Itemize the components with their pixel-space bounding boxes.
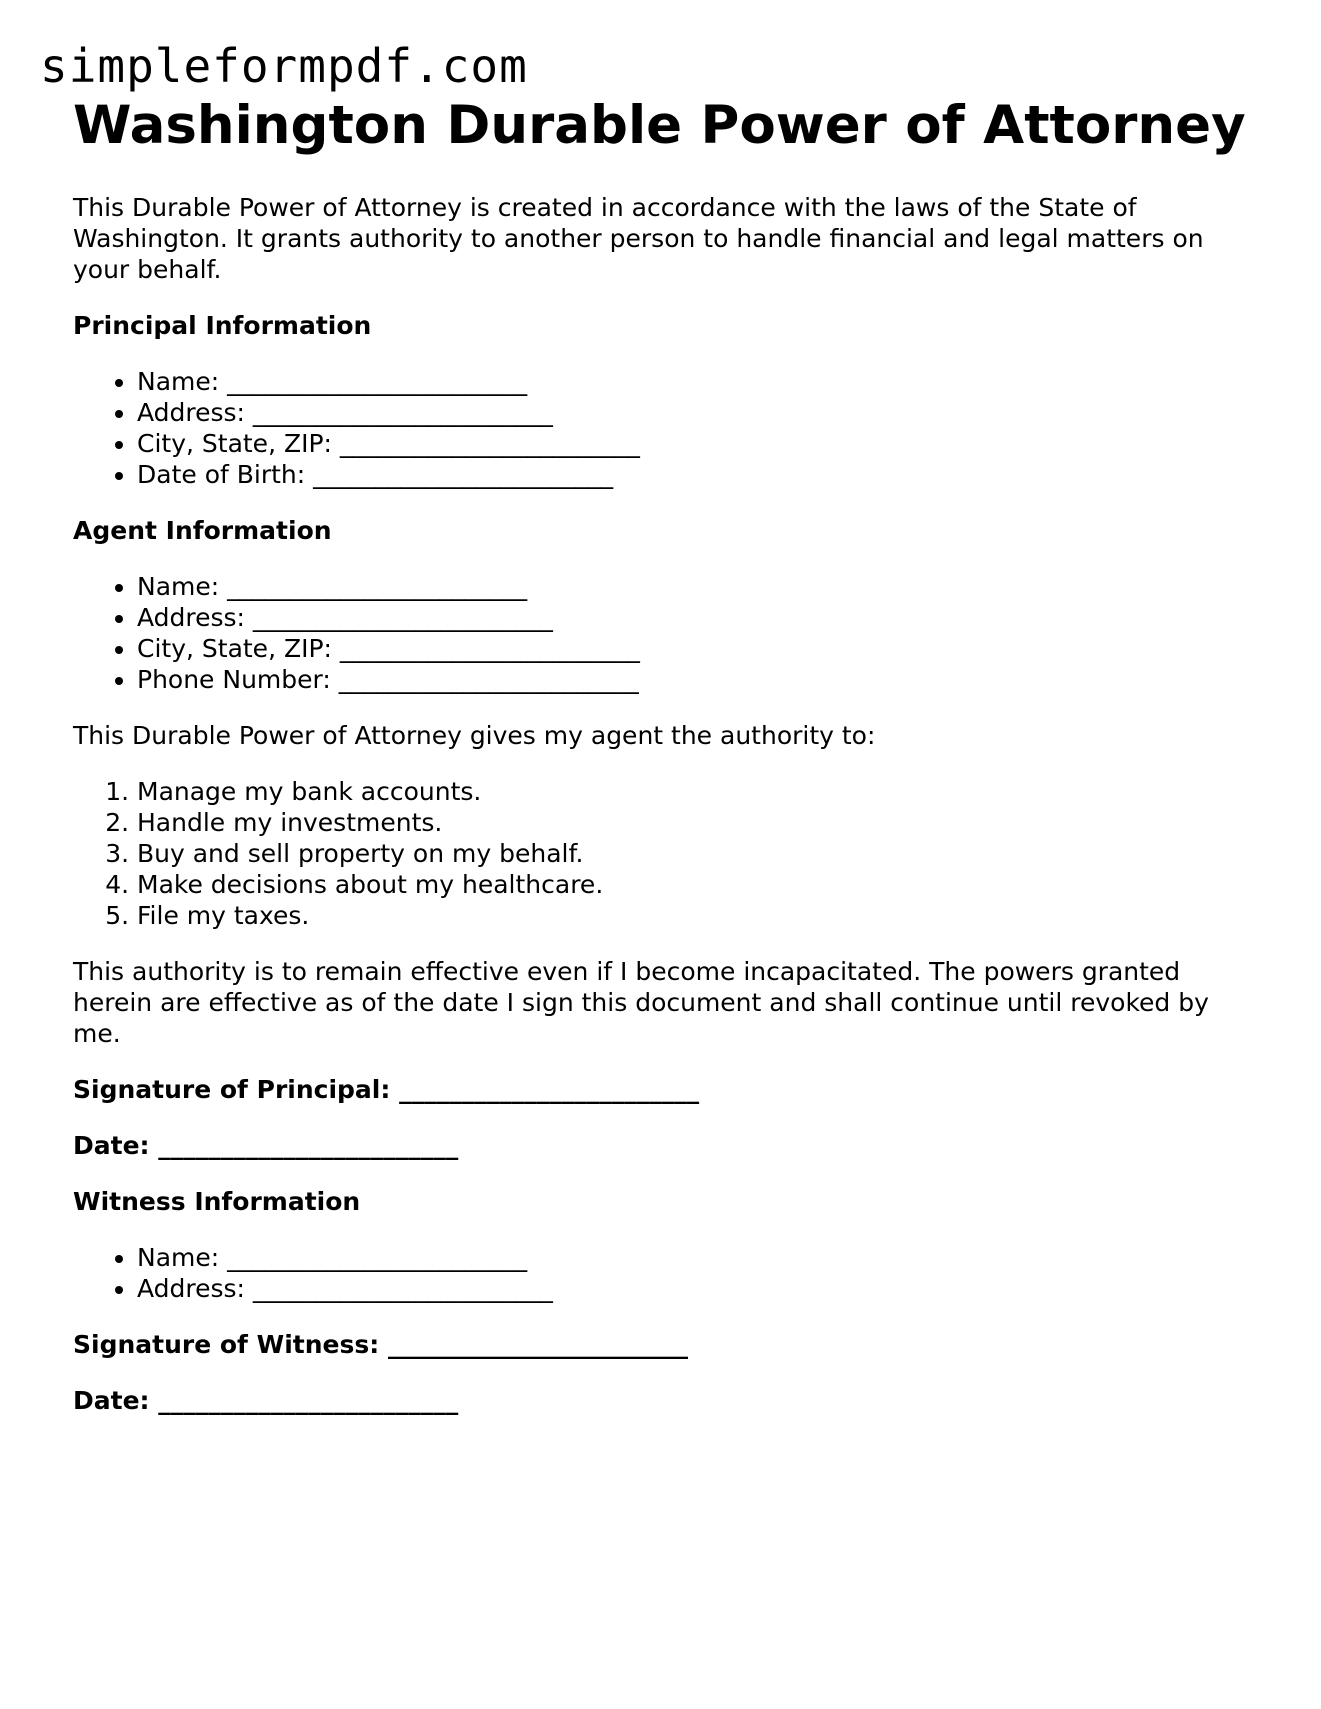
agent-phone-number-field[interactable]: • Phone Number: ________________________ — [137, 664, 1253, 695]
document-title: Washington Durable Power of Attorney — [73, 95, 1246, 156]
principal-city-state-zip-field[interactable]: • City, State, ZIP: ________________________ — [137, 428, 1253, 459]
agent-address-field[interactable]: • Address: ________________________ — [137, 602, 1253, 633]
witness-date-field[interactable]: Date: ________________________ — [73, 1386, 459, 1415]
power-item: 3. Buy and sell property on my behalf. — [137, 838, 1253, 869]
principal-information-heading: Principal Information — [73, 311, 372, 340]
authority-intro-paragraph: This Durable Power of Attorney gives my agent the authority to: — [73, 721, 876, 750]
powers-list — [73, 776, 1253, 931]
power-item: 4. Make decisions about my healthcare. — [137, 869, 1253, 900]
agent-city-state-zip-field[interactable]: • City, State, ZIP: ________________________ — [137, 633, 1253, 664]
witness-information-heading: Witness Information — [73, 1187, 361, 1216]
intro-paragraph: This Durable Power of Attorney is created in accordance with the laws of the State of Washington. It grants authority to another person to handle financial and legal matters on your behalf. — [73, 193, 1204, 284]
witness-signature-field[interactable]: Signature of Witness: ________________________ — [73, 1330, 688, 1359]
principal-date-field[interactable]: Date: ________________________ — [73, 1131, 459, 1160]
principal-name-field[interactable]: • Name: ________________________ — [137, 366, 1253, 397]
agent-information-heading: Agent Information — [73, 516, 332, 545]
witness-address-field[interactable]: • Address: ________________________ — [137, 1273, 1253, 1304]
witness-name-field[interactable]: • Name: ________________________ — [137, 1242, 1253, 1273]
power-item: 5. File my taxes. — [137, 900, 1253, 931]
power-item: 1. Manage my bank accounts. — [137, 776, 1253, 807]
document-body — [73, 92, 1253, 1416]
principal-signature-field[interactable]: Signature of Principal: ________________________ — [73, 1075, 700, 1104]
principal-address-field[interactable]: • Address: ________________________ — [137, 397, 1253, 428]
principal-date-of-birth-field[interactable]: • Date of Birth: ________________________ — [137, 459, 1253, 490]
agent-name-field[interactable]: • Name: ________________________ — [137, 571, 1253, 602]
site-watermark: simpleformpdf.com — [40, 39, 528, 93]
witness-information-list — [73, 1242, 1253, 1304]
power-item: 2. Handle my investments. — [137, 807, 1253, 838]
agent-information-list — [73, 571, 1253, 695]
principal-information-list — [73, 366, 1253, 490]
durability-paragraph: This authority is to remain effective even if I become incapacitated. The powers granted herein are effective as of the date I sign this document and shall continue until revoked by me. — [73, 957, 1209, 1048]
